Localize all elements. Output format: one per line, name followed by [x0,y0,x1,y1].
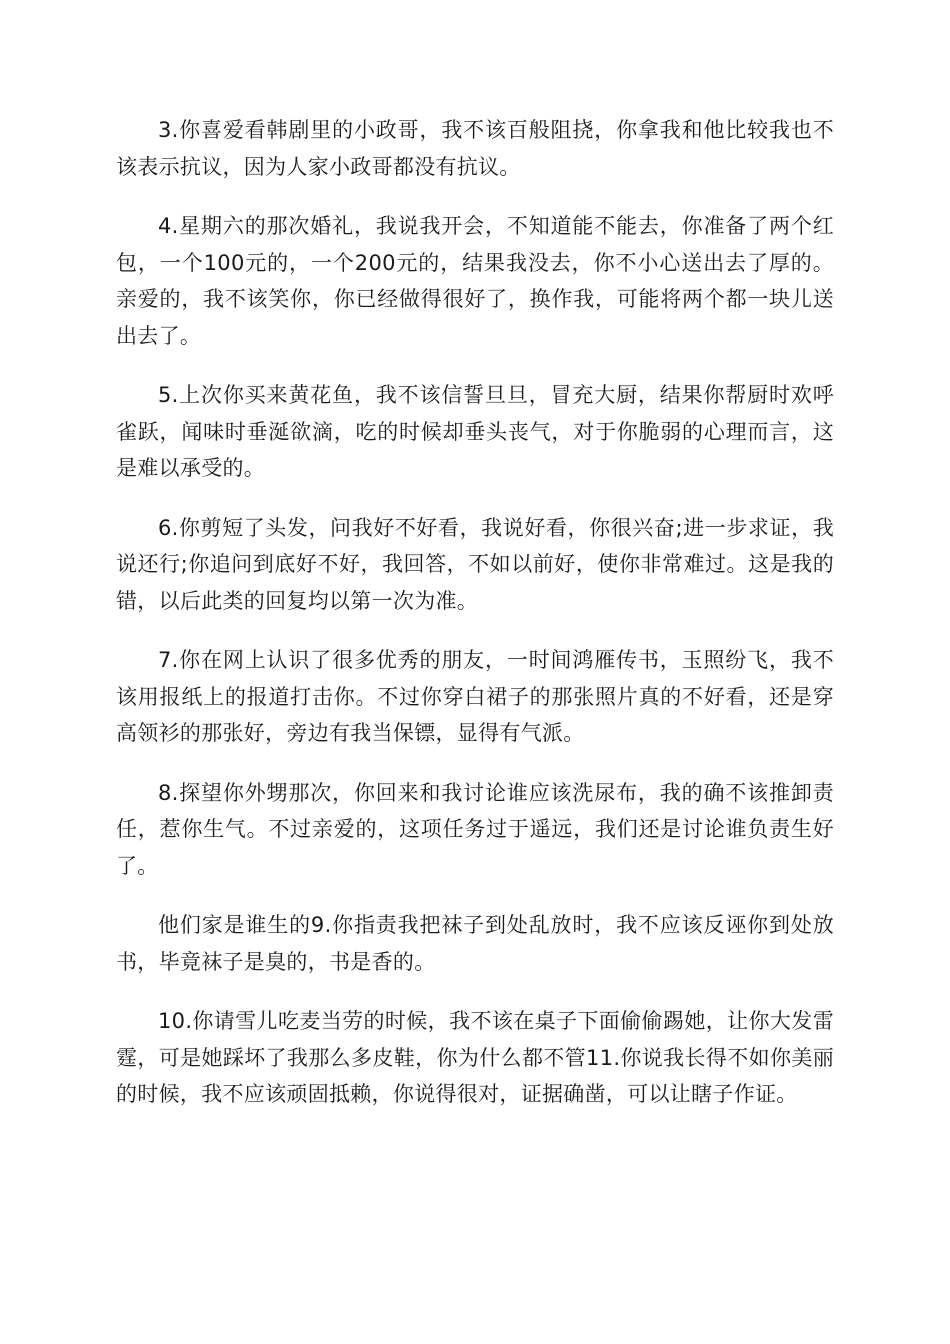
document-body [116,112,834,1136]
paragraph-10: 10.你请雪儿吃麦当劳的时候，我不该在桌子下面偷偷踢她，让你大发雷霆，可是她踩坏了我那么多皮鞋，你为什么都不管11.你说我长得不如你美丽的时候，我不应该顽固抵赖，你说得很对，证据确凿，可以让瞎子作证。 [116,1009,834,1106]
paragraph-3: 3.你喜爱看韩剧里的小政哥，我不该百般阻挠，你拿我和他比较我也不该表示抗议，因为人家小政哥都没有抗议。 [116,118,834,179]
paragraph-5: 5.上次你买来黄花鱼，我不该信誓旦旦，冒充大厨，结果你帮厨时欢呼雀跃，闻味时垂涎欲滴，吃的时候却垂头丧气，对于你脆弱的心理而言，这是难以承受的。 [116,383,834,480]
paragraph-9: 他们家是谁生的9.你指责我把袜子到处乱放时，我不应该反诬你到处放书，毕竟袜子是臭的，书是香的。 [116,913,834,974]
paragraph-8: 8.探望你外甥那次，你回来和我讨论谁应该洗尿布，我的确不该推卸责任，惹你生气。不过亲爱的，这项任务过于遥远，我们还是讨论谁负责生好了。 [116,780,834,878]
paragraph-7: 7.你在网上认识了很多优秀的朋友，一时间鸿雁传书，玉照纷飞，我不该用报纸上的报道打击你。不过你穿白裙子的那张照片真的不好看，还是穿高领衫的那张好，旁边有我当保镖，显得有气派。 [116,648,834,745]
paragraph-6: 6.你剪短了头发，问我好不好看，我说好看，你很兴奋;进一步求证，我说还行;你追问到底好不好，我回答，不如以前好，使你非常难过。这是我的错，以后此类的回复均以第一次为准。 [116,515,834,613]
paragraph-4: 4.星期六的那次婚礼，我说我开会，不知道能不能去，你准备了两个红包，一个100元的，一个200元的，结果我没去，你不小心送出去了厚的。亲爱的，我不该笑你，你已经做得很好了，换作我，可能将两个都一块儿送出去了。 [116,214,834,348]
